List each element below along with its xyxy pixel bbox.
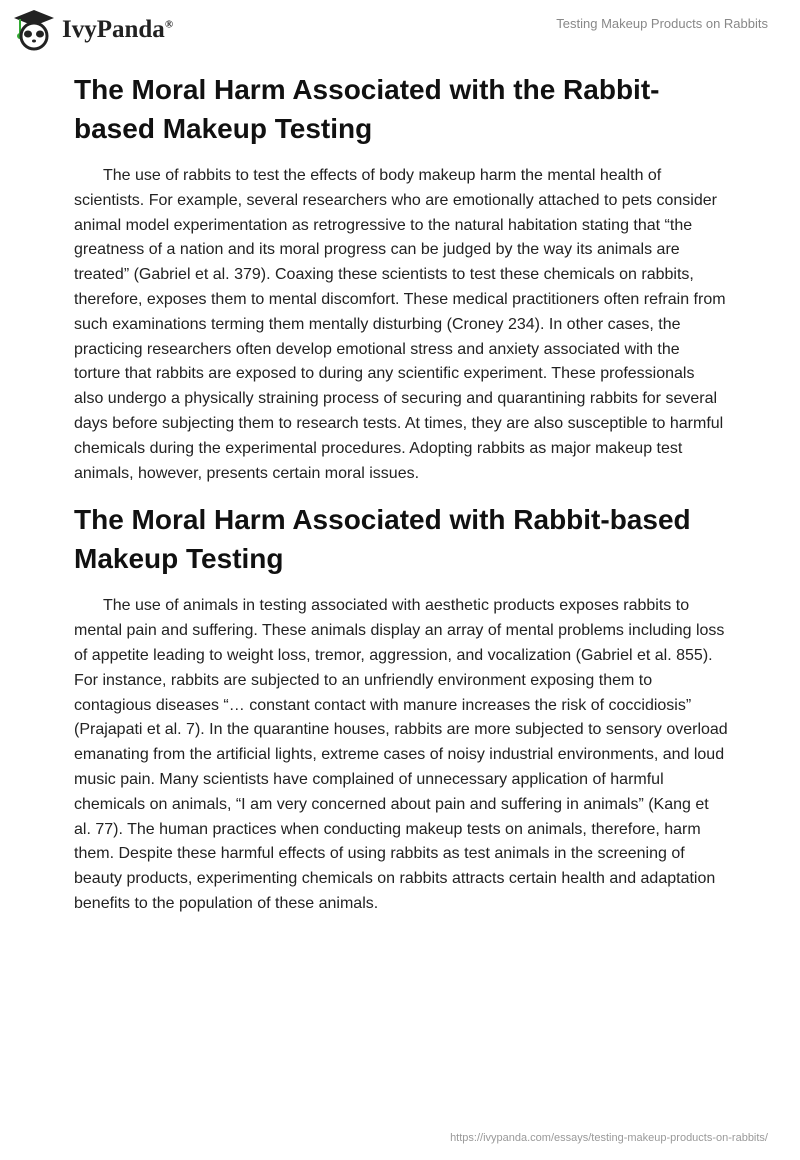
- registered-mark: ®: [164, 18, 174, 31]
- section-heading: The Moral Harm Associated with Rabbit-based Makeup Testing: [74, 504, 691, 575]
- logo-name: IvyPanda: [62, 16, 165, 43]
- panda-graduate-icon: [12, 8, 56, 52]
- section-paragraph: The use of rabbits to test the effects of body makeup harm the mental health of scientists. For example, several researchers who are emotionally attached to pets consider animal model experimentation as retrogressive to the natural habitation stating that “the greatness of a nation and its moral progress can be judged by the way its animals are treated” (Gabriel et al. 379). Coaxing these scientists to test these chemicals on rabbits, therefore, exposes them to mental discomfort. These medical practitioners often refrain from such examinations terming them mentally disturbing (Croney 234). In other cases, the practicing researchers often develop emotional stress and anxiety associated with the torture that rabbits are exposed to during any scientific experiment. These professionals also undergo a physically straining process of securing and quarantining rabbits for several days before subjecting them to research tests. At times, they are also susceptible to harmful chemicals during the experimental procedures. Adopting rabbits as major makeup test animals, however, presents certain moral issues.: [74, 167, 726, 482]
- section-heading: The Moral Harm Associated with the Rabbit-based Makeup Testing: [74, 74, 660, 144]
- logo[interactable]: [12, 8, 173, 52]
- source-url[interactable]: https://ivypanda.com/essays/testing-makeup-products-on-rabbits/: [450, 1132, 768, 1144]
- logo-text: [62, 16, 173, 44]
- document-title: Testing Makeup Products on Rabbits: [556, 16, 768, 31]
- section-paragraph: The use of animals in testing associated with aesthetic products exposes rabbits to mental pain and suffering. These animals display an array of mental problems including loss of appetite leading to weight loss, tremor, aggression, and vocalization (Gabriel et al. 855). For instance, rabbits are subjected to an unfriendly environment exposing them to contagious diseases “… constant contact with manure increases the risk of coccidiosis” (Prajapati et al. 7). In the quarantine houses, rabbits are more subjected to sensory overload emanating from the artificial lights, extreme cases of noisy industrial environments, and loud music pain. Many scientists have complained of unnecessary application of harmful chemicals on animals, “I am very concerned about pain and suffering in animals” (Kang et al. 77). The human practices when conducting makeup tests on animals, therefore, harm them. Despite these harmful effects of using rabbits as test animals in the screening of beauty products, experimenting chemicals on rabbits attracts certain health and adaptation benefits to the population of these animals.: [74, 597, 728, 912]
- essay-content: [74, 70, 728, 931]
